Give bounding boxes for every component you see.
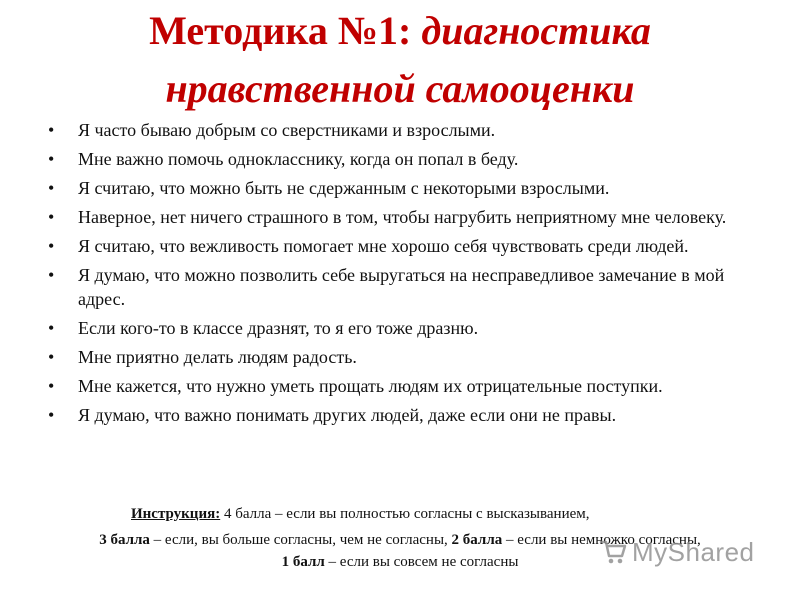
instruction-line-1 <box>0 503 800 525</box>
slide-title <box>0 2 800 118</box>
score3-label: 3 балла <box>99 532 150 548</box>
bullet-icon: • <box>48 405 55 425</box>
list-item <box>48 345 760 369</box>
score1-text: – если вы совсем не согласны <box>324 554 519 570</box>
list-item <box>48 147 760 171</box>
title-regular: Методика №1: <box>149 8 412 53</box>
statement-text: Мне важно помочь однокласснику, когда он попал в беду. <box>78 149 519 169</box>
bullet-icon: • <box>48 318 55 338</box>
statement-list <box>48 118 760 432</box>
list-item <box>48 263 760 311</box>
statement-text: Я считаю, что можно быть не сдержанным с некоторыми взрослыми. <box>78 178 610 198</box>
list-item <box>48 316 760 340</box>
cart-icon <box>598 537 628 567</box>
list-item <box>48 205 760 229</box>
statement-text: Я думаю, что важно понимать других людей, даже если они не правы. <box>78 405 617 425</box>
statement-text: Я часто бываю добрым со сверстниками и взрослыми. <box>78 120 496 140</box>
score2-label: 2 балла <box>451 532 503 548</box>
statement-text: Мне приятно делать людям радость. <box>78 347 357 367</box>
bullet-icon: • <box>48 120 55 140</box>
statement-text: Я думаю, что можно позволить себе выругаться на несправедливое замечание в мой адрес. <box>78 265 725 309</box>
instruction-score4: 4 балла – если вы полностью согласны с высказыванием, <box>220 506 590 522</box>
statement-text: Я считаю, что вежливость помогает мне хорошо себя чувствовать среди людей. <box>78 236 689 256</box>
list-item <box>48 176 760 200</box>
instruction-label: Инструкция: <box>131 506 221 522</box>
bullet-icon: • <box>48 178 55 198</box>
watermark-text: MyShared <box>632 536 755 567</box>
statement-text: Мне кажется, что нужно уметь прощать людям их отрицательные поступки. <box>78 376 663 396</box>
list-item <box>48 118 760 142</box>
statement-text: Если кого-то в классе дразнят, то я его тоже дразню. <box>78 318 479 338</box>
bullet-icon: • <box>48 149 55 169</box>
bullet-icon: • <box>48 236 55 256</box>
list-item <box>48 234 760 258</box>
statement-text: Наверное, нет ничего страшного в том, чтобы нагрубить неприятному мне человеку. <box>78 207 727 227</box>
score3-text: – если, вы больше согласны, чем не согласны, <box>149 532 452 548</box>
watermark <box>598 532 755 572</box>
list-item <box>48 403 760 427</box>
bullet-icon: • <box>48 207 55 227</box>
score2-text: – если вы немножко согласны, <box>502 532 701 548</box>
title-italic-1: диагностика <box>421 8 651 53</box>
bullet-icon: • <box>48 376 55 396</box>
title-italic-2: нравственной самооценки <box>165 66 635 111</box>
score1-label: 1 балл <box>281 554 325 570</box>
list-item <box>48 374 760 398</box>
bullet-icon: • <box>48 265 55 285</box>
bullet-icon: • <box>48 347 55 367</box>
